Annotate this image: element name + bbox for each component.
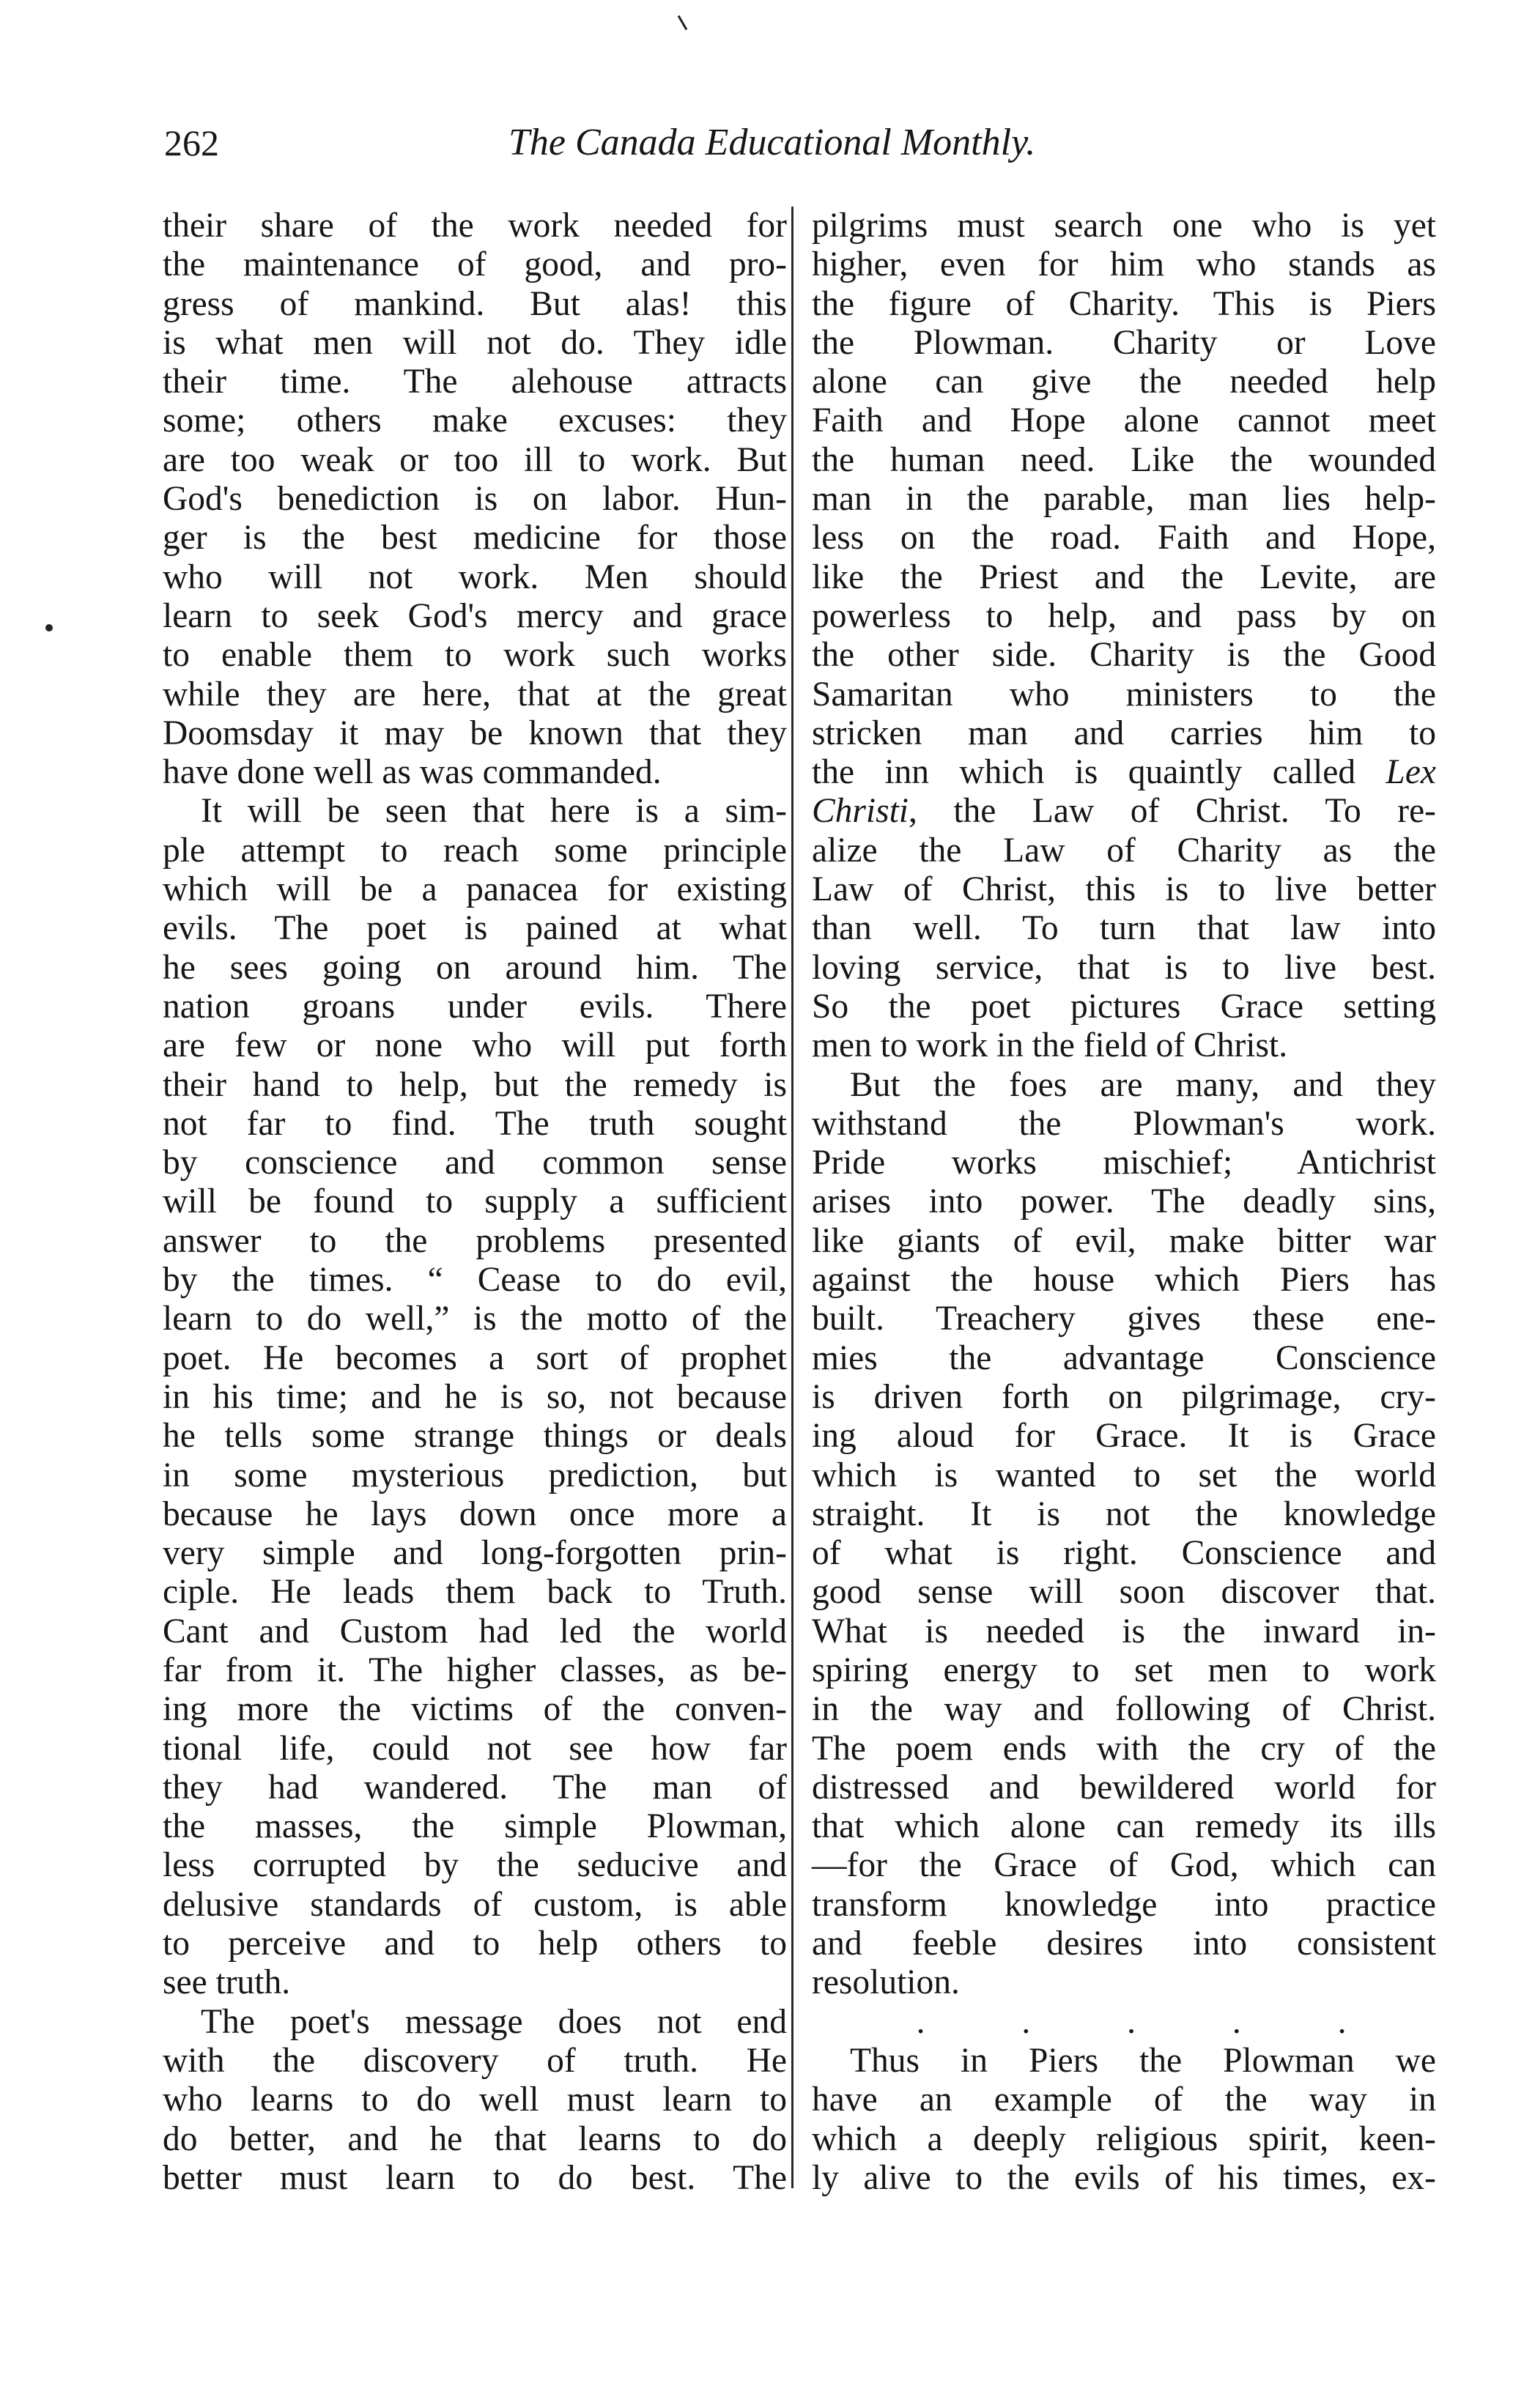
text-line: the Plowman. Charity or Love [812, 323, 1436, 362]
text-line: like the Priest and the Levite, are [812, 557, 1436, 596]
text-line: ly alive to the evils of his times, ex- [812, 2158, 1436, 2197]
text-line: in some mysterious prediction, but [163, 1456, 787, 1494]
text-line: evils. The poet is pained at what [163, 909, 787, 948]
text-line: he tells some strange things or deals [163, 1417, 787, 1456]
text-line: against the house which Piers has [812, 1261, 1436, 1300]
italic-text: Lex [1386, 753, 1437, 792]
text-line: alone can give the needed help [812, 363, 1436, 401]
text-line: their time. The alehouse attracts [163, 363, 787, 401]
text-line: So the poet pictures Grace setting [812, 987, 1436, 1026]
text-line: of what is right. Conscience and [812, 1534, 1436, 1573]
text-line: which will be a panacea for existing [163, 870, 787, 909]
text-line: the maintenance of good, and pro- [163, 245, 787, 284]
text-line: that which alone can remedy its ills [812, 1807, 1436, 1846]
text-line: are few or none who will put forth [163, 1026, 787, 1065]
text-line: Law of Christ, this is to live better [812, 870, 1436, 909]
text-line: far from it. The higher classes, as be- [163, 1651, 787, 1689]
text-line: withstand the Plowman's work. [812, 1104, 1436, 1143]
scan-mark [678, 15, 688, 31]
text-line: learn to seek God's mercy and grace [163, 596, 787, 635]
text-line: than well. To turn that law into [812, 909, 1436, 948]
text-line: like giants of evil, make bitter war [812, 1221, 1436, 1260]
text-line: higher, even for him who stands as [812, 245, 1436, 284]
text-line: ciple. He leads them back to Truth. [163, 1573, 787, 1612]
text-line: do better, and he that learns to do [163, 2119, 787, 2158]
text-line: which a deeply religious spirit, keen- [812, 2119, 1436, 2158]
text-line: answer to the problems presented [163, 1221, 787, 1260]
text-line: powerless to help, and pass by on [812, 596, 1436, 635]
left-column [163, 207, 787, 2198]
text-line: Doomsday it may be known that they [163, 714, 787, 752]
text-line: resolution. [812, 1963, 960, 2002]
text-line: It will be seen that here is a sim- [201, 792, 787, 831]
text-line: less corrupted by the seducive and [163, 1846, 787, 1885]
text-line: he sees going on around him. The [163, 948, 787, 987]
text-line: to perceive and to help others to [163, 1924, 787, 1963]
text-line: very simple and long-forgotten prin- [163, 1534, 787, 1573]
text-line: transform knowledge into practice [812, 1885, 1436, 1924]
text-line: with the discovery of truth. He [163, 2041, 787, 2080]
text-line: better must learn to do best. The [163, 2158, 787, 2197]
text-line: some; others make excuses: they [163, 401, 787, 440]
text-line: Cant and Custom had led the world [163, 1612, 787, 1651]
text-line: alize the Law of Charity as the [812, 831, 1436, 870]
text-line [812, 792, 1436, 831]
text-line: spiring energy to set men to work [812, 1651, 1436, 1689]
text-line: gress of mankind. But alas! this [163, 284, 787, 323]
line-text: , the Law of Christ. To re- [909, 792, 1436, 831]
text-line: who learns to do well must learn to [163, 2081, 787, 2119]
text-line: poet. He becomes a sort of prophet [163, 1338, 787, 1377]
text-line: Faith and Hope alone cannot meet [812, 401, 1436, 440]
text-line: ple attempt to reach some principle [163, 831, 787, 870]
text-line: The poem ends with the cry of the [812, 1729, 1436, 1768]
line-text: the inn which is quaintly called [812, 753, 1356, 792]
text-line: God's benediction is on labor. Hun- [163, 480, 787, 519]
text-line: their hand to help, but the remedy is [163, 1065, 787, 1104]
text-line: nation groans under evils. There [163, 987, 787, 1026]
text-line: ing more the victims of the conven- [163, 1690, 787, 1729]
text-line: the masses, the simple Plowman, [163, 1807, 787, 1846]
text-line [812, 753, 1436, 792]
text-line: Samaritan who ministers to the [812, 675, 1436, 714]
text-line: not far to find. The truth sought [163, 1104, 787, 1143]
text-line: by the times. “ Cease to do evil, [163, 1261, 787, 1300]
text-line: have an example of the way in [812, 2081, 1436, 2119]
text-line: The poet's message does not end [201, 2002, 787, 2041]
text-line: What is needed is the inward in- [812, 1612, 1436, 1651]
text-line: But the foes are many, and they [850, 1065, 1436, 1104]
text-line: stricken man and carries him to [812, 714, 1436, 752]
text-line: straight. It is not the knowledge [812, 1494, 1436, 1533]
scan-mark [45, 624, 53, 631]
italic-text: Christi [812, 792, 909, 831]
text-line: arises into power. The deadly sins, [812, 1182, 1436, 1221]
text-line: distressed and bewildered world for [812, 1768, 1436, 1807]
text-line: the other side. Charity is the Good [812, 636, 1436, 675]
text-line: by conscience and common sense [163, 1144, 787, 1182]
text-line: which is wanted to set the world [812, 1456, 1436, 1494]
text-line: who will not work. Men should [163, 557, 787, 596]
text-line: tional life, could not see how far [163, 1729, 787, 1768]
right-column [812, 207, 1436, 2198]
text-line: —for the Grace of God, which can [812, 1846, 1436, 1885]
text-line: mies the advantage Conscience [812, 1338, 1436, 1377]
text-line: ger is the best medicine for those [163, 519, 787, 557]
text-line: ing aloud for Grace. It is Grace [812, 1417, 1436, 1456]
text-line: and feeble desires into consistent [812, 1924, 1436, 1963]
text-line: delusive standards of custom, is able [163, 1885, 787, 1924]
text-line: will be found to supply a sufficient [163, 1182, 787, 1221]
text-line: man in the parable, man lies help- [812, 480, 1436, 519]
running-title: The Canada Educational Monthly. [508, 122, 1036, 163]
text-line: is what men will not do. They idle [163, 323, 787, 362]
text-line: is driven forth on pilgrimage, cry- [812, 1377, 1436, 1416]
text-line: loving service, that is to live best. [812, 948, 1436, 987]
text-line: in the way and following of Christ. [812, 1690, 1436, 1729]
section-break-dots: . . . . . [916, 2002, 1391, 2041]
text-line: to enable them to work such works [163, 636, 787, 675]
text-line: the human need. Like the wounded [812, 440, 1436, 479]
text-line: men to work in the field of Christ. [812, 1026, 1288, 1065]
text-line: see truth. [163, 1963, 291, 2002]
text-line: their share of the work needed for [163, 207, 787, 245]
text-line: because he lays down once more a [163, 1494, 787, 1533]
text-line: less on the road. Faith and Hope, [812, 519, 1436, 557]
text-line: they had wandered. The man of [163, 1768, 787, 1807]
page-number: 262 [164, 122, 219, 163]
text-line: Pride works mischief; Antichrist [812, 1144, 1436, 1182]
text-line: in his time; and he is so, not because [163, 1377, 787, 1416]
text-line: good sense will soon discover that. [812, 1573, 1436, 1612]
text-line: built. Treachery gives these ene- [812, 1300, 1436, 1338]
text-line: learn to do well,” is the motto of the [163, 1300, 787, 1338]
text-line: are too weak or too ill to work. But [163, 440, 787, 479]
text-line: pilgrims must search one who is yet [812, 207, 1436, 245]
text-line: Thus in Piers the Plowman we [850, 2041, 1436, 2080]
page-header [164, 110, 1139, 176]
column-rule [791, 207, 794, 2188]
text-line: the figure of Charity. This is Piers [812, 284, 1436, 323]
text-line: have done well as was commanded. [163, 753, 662, 792]
text-line: while they are here, that at the great [163, 675, 787, 714]
